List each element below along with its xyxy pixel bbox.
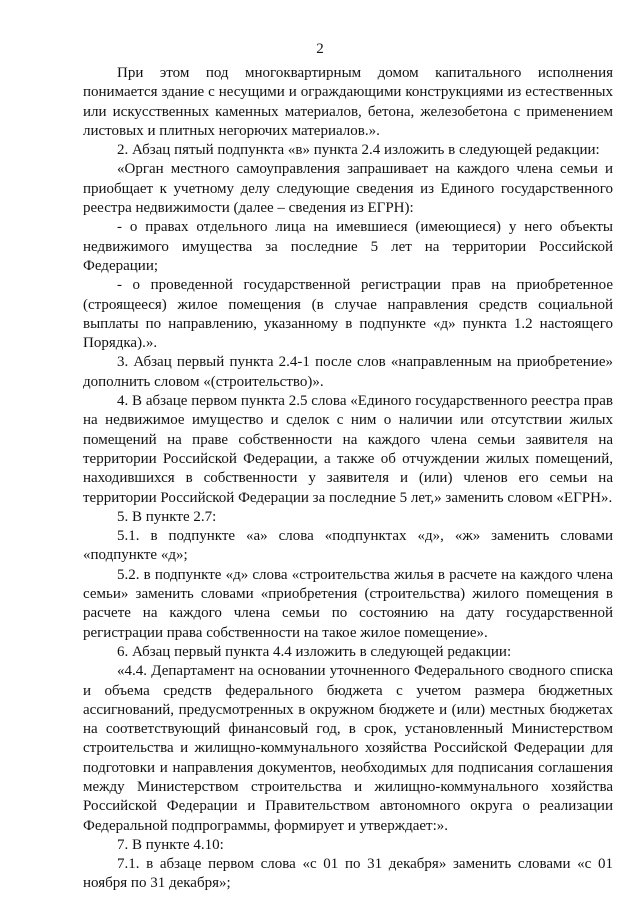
paragraph: При этом под многоквартирным домом капитального исполнения понимается здание с несущими и ограждающими конструкциями из естественных или искусственных каменных материалов, бетона, железобетона с применением листовых и плитных негорючих материалов.».: [83, 65, 613, 139]
paragraph: 4. В абзаце первом пункта 2.5 слова «Единого государственного реестра прав на недвижимое имущество и сделок с ним о наличии или отсутствии жилых помещений на праве собственности на каждого члена семьи заявителя на территории Российской Федерации, а также об отчуждении жилых помещений, находившихся в собственности у заявителя и (или) членов его семьи на территории Российской Федерации за последние 5 лет,» заменить словом «ЕГРН».: [83, 393, 613, 506]
paragraph: 7. В пункте 4.10:: [117, 836, 224, 853]
paragraph: 2. Абзац пятый подпункта «в» пункта 2.4 изложить в следующей редакции:: [117, 142, 600, 159]
paragraph: - о проведенной государственной регистрации прав на приобретенное (строящееся) жилое помещения (в случае направления средств социальной выплаты по направлению, указанному в подпункте «д» пункта 1.2 настоящего Порядка).».: [83, 277, 613, 352]
paragraph: «4.4. Департамент на основании уточненного Федерального сводного списка и объема средств федерального бюджета с учетом размера бюджетных ассигнований, предусмотренных в окружном бюджете и (или) местных бюджетах на соответствующий финансовый год, в срок, установленный Министерством строительства и жилищно-коммунального хозяйства Российской Федерации для подготовки и направления документов, необходимых для подписания соглашения между Министерством строительства и жилищно-коммунального хозяйства Российской Федерации и Правительством автономного округа о реализации Федеральной подпрограммы, формирует и утверждает:».: [83, 663, 613, 834]
page-number: 2: [316, 41, 324, 57]
paragraph: 5. В пункте 2.7:: [117, 508, 217, 525]
paragraph: 5.1. в подпункте «а» слова «подпунктах «д», «ж» заменить словами «подпункте «д»;: [83, 528, 613, 564]
paragraph: - о правах отдельного лица на имевшиеся (имеющиеся) у него объекты недвижимого имущества за последние 5 лет на территории Российской Федерации;: [83, 219, 613, 274]
paragraph: 7.1. в абзаце первом слова «с 01 по 31 декабря» заменить словами «с 01 ноября по 31 декабря»;: [83, 856, 613, 892]
paragraph: «Орган местного самоуправления запрашивает на каждого члена семьи и приобщает к учетному делу следующие сведения из Единого государственного реестра недвижимости (далее – сведения из ЕГРН):: [83, 161, 613, 217]
document-body: [83, 64, 613, 894]
paragraph: 6. Абзац первый пункта 4.4 изложить в следующей редакции:: [117, 643, 512, 660]
paragraph: 5.2. в подпункте «д» слова «строительства жилья в расчете на каждого члена семьи» заменить словами «приобретения (строительства) жилого помещения в расчете на каждого члена семьи по состоянию на дату государственной регистрации права собственности на такое жилое помещение».: [83, 566, 613, 641]
paragraph: 3. Абзац первый пункта 2.4-1 после слов «направленным на приобретение» дополнить словом «(строительство)».: [83, 354, 613, 390]
